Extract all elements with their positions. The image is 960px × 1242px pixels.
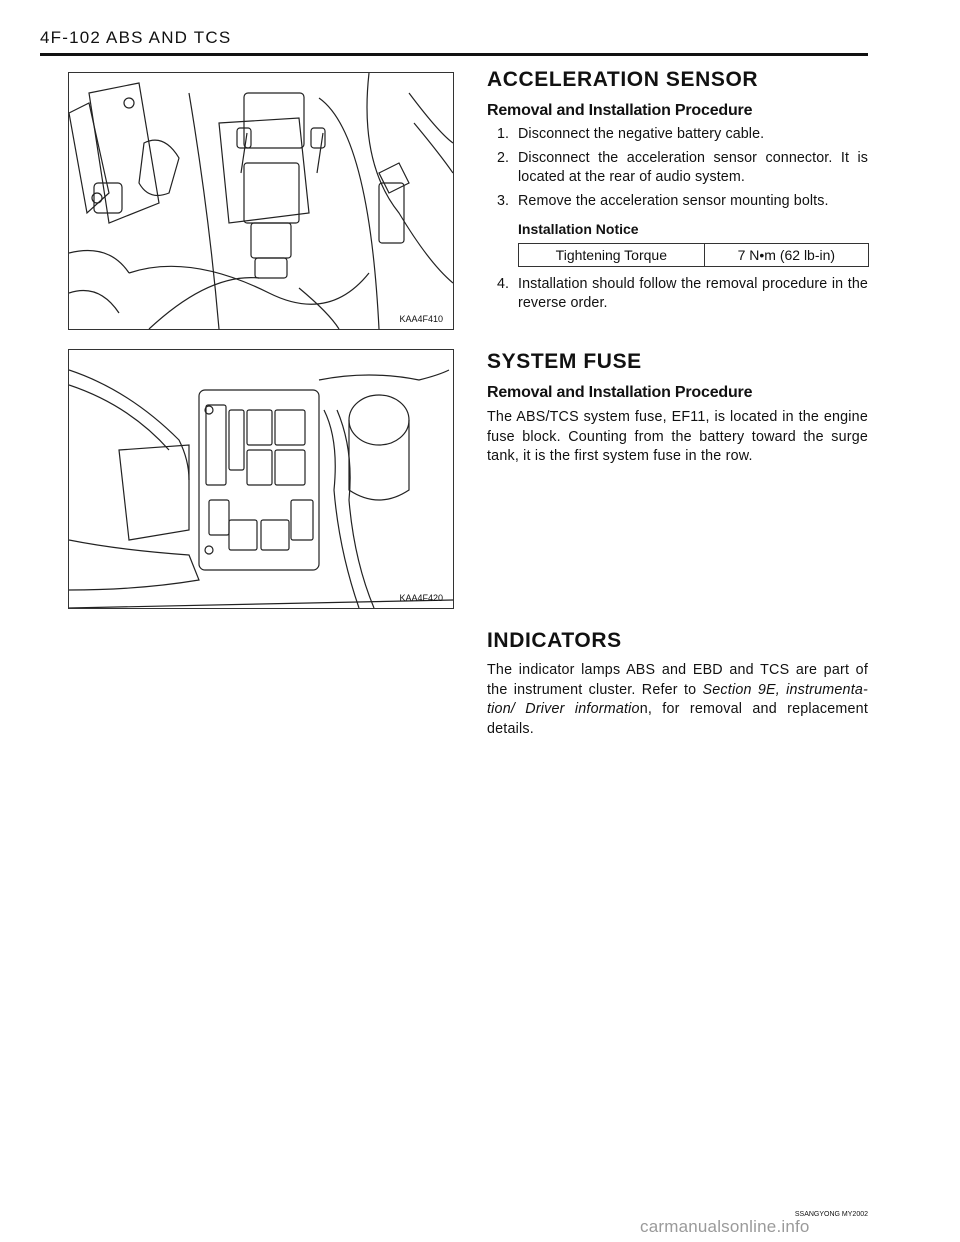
step-item — [487, 125, 868, 144]
section-body: The ABS/TCS system fuse, EF11, is located in the engine fuse block. Counting from the battery toward the surge tank, it is the first system fuse in the row. — [487, 409, 868, 464]
torque-label-cell: Tightening Torque — [519, 244, 705, 267]
section-heading: ACCELERATION SENSOR — [487, 68, 759, 91]
acceleration-sensor-illustration — [69, 73, 453, 329]
torque-value-cell: 7 N•m (62 lb-in) — [704, 244, 868, 267]
body-text: n, for removal and replacement details. — [487, 701, 868, 737]
indicators-section — [487, 629, 868, 739]
section-body — [487, 661, 868, 739]
section-subheading: Removal and Installation Procedure — [487, 102, 753, 119]
section-subheading: Removal and Installation Procedure — [487, 384, 753, 401]
step-text: Disconnect the negative battery cable. — [518, 126, 765, 142]
step-text: Installation should follow the removal procedure in the reverse order. — [518, 276, 868, 311]
step-text: Remove the acceleration sensor mounting bolts. — [518, 193, 829, 209]
step-text: Disconnect the acceleration sensor connector. It is located at the rear of audio system. — [518, 150, 868, 185]
section-reference-link: Section 9E, instrumenta-tion/ Driver informatio — [487, 681, 868, 717]
installation-notice-label: Installation Notice — [518, 221, 639, 237]
figure-code: KAA4F420 — [399, 593, 443, 603]
section-heading: INDICATORS — [487, 629, 622, 652]
watermark-text: carmanualsonline.info — [640, 1217, 810, 1236]
acceleration-sensor-section — [487, 68, 868, 313]
torque-table — [518, 243, 869, 267]
page-header-title: 4F-102 ABS AND TCS — [40, 28, 232, 47]
step-item — [487, 149, 868, 187]
fuse-block-illustration — [69, 350, 453, 608]
acceleration-sensor-figure — [68, 72, 454, 330]
step-number: 3. — [497, 193, 510, 209]
system-fuse-section — [487, 350, 868, 467]
step-item — [487, 192, 868, 211]
step-number: 2. — [497, 150, 510, 166]
body-text: The indicator lamps ABS and EBD and TCS are part of the instrument cluster. Refer to — [487, 662, 868, 698]
step-number: 4. — [497, 276, 510, 292]
figure-code: KAA4F410 — [399, 314, 443, 324]
step-number: 1. — [497, 126, 510, 142]
header-divider — [40, 53, 868, 56]
section-heading: SYSTEM FUSE — [487, 350, 642, 373]
footer-model: SSANGYONG MY2002 — [794, 1211, 868, 1218]
step-item — [487, 275, 868, 313]
table-row — [519, 244, 869, 267]
fuse-block-figure — [68, 349, 454, 609]
